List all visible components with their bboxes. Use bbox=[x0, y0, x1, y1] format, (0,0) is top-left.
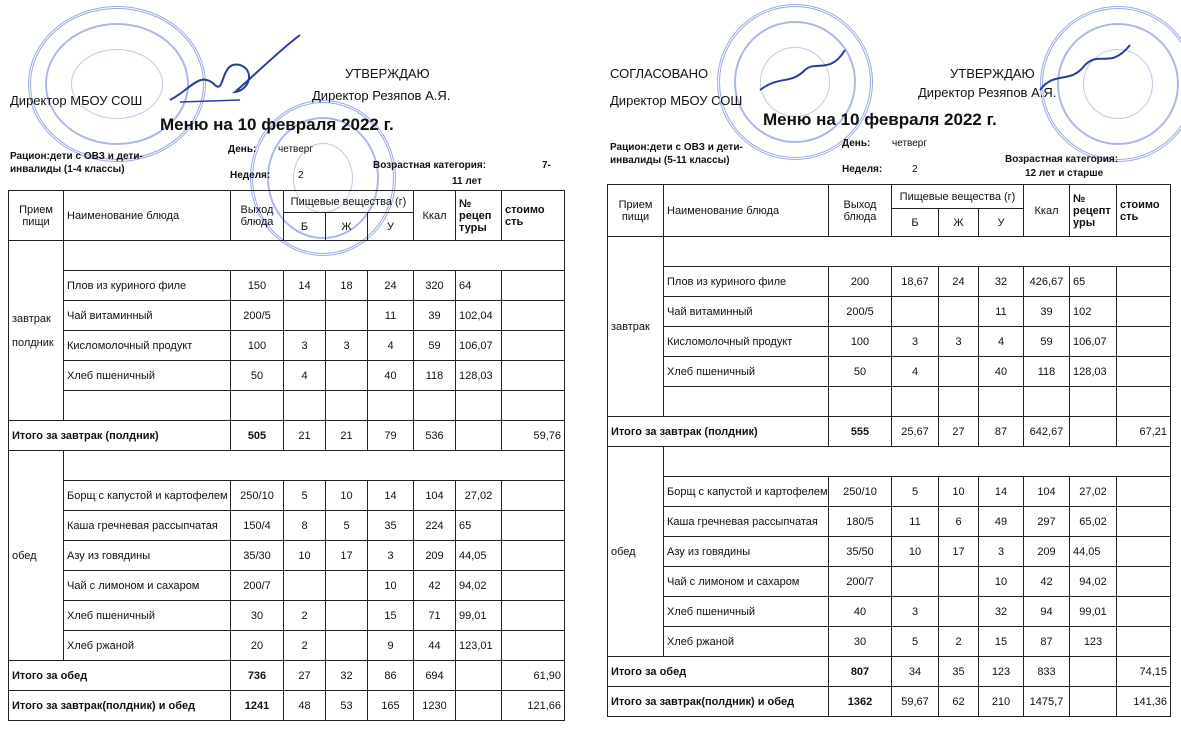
approve-label: УТВЕРЖДАЮ bbox=[345, 66, 430, 81]
header-proteins: Б bbox=[284, 213, 326, 241]
table-row: Чай с лимоном и сахаром 200/7 10 42 94,02 bbox=[9, 571, 565, 601]
header-proteins: Б bbox=[892, 209, 939, 237]
header-fats: Ж bbox=[326, 213, 368, 241]
header-dish: Наименование блюда bbox=[664, 185, 829, 237]
page-title: Меню на 10 февраля 2022 г. bbox=[160, 115, 394, 134]
age-label: Возрастная категория: bbox=[1005, 154, 1119, 165]
table-row: Хлеб пшеничный 30 2 15 71 99,01 bbox=[9, 601, 565, 631]
official-stamp bbox=[717, 4, 873, 160]
table-row: Хлеб ржаной 20 2 9 44 123,01 bbox=[9, 631, 565, 661]
grand-total-row: Итого за завтрак(полдник) и обед 1241 48 53 165 1230 121,66 bbox=[9, 691, 565, 721]
table-row: Азу из говядины 35/30 10 17 3 209 44,05 bbox=[9, 541, 565, 571]
ration-line-1: Рацион:дети с ОВЗ и дети- bbox=[10, 151, 143, 162]
week-value: 2 bbox=[298, 170, 304, 181]
header-recipe: № рецеп туры bbox=[456, 191, 502, 241]
header-cost: стоимо сть bbox=[502, 191, 565, 241]
table-row: Чай с лимоном и сахаром 200/7 10 42 94,02 bbox=[608, 567, 1171, 597]
table-row: Хлеб ржаной 30 5 2 15 87 123 bbox=[608, 627, 1171, 657]
day-label: День: bbox=[228, 144, 257, 155]
table-row: Чай витаминный 200/5 11 39 102,04 bbox=[9, 301, 565, 331]
page-title: Меню на 10 февраля 2022 г. bbox=[763, 110, 997, 129]
age-value-part-a: 7- bbox=[542, 160, 551, 171]
header-cost: стоимо сть bbox=[1117, 185, 1171, 237]
age-value-part-b: 11 лет bbox=[452, 176, 482, 187]
header-fats: Ж bbox=[939, 209, 979, 237]
table-row: Кисломолочный продукт 100 3 3 4 59 106,07 bbox=[608, 327, 1171, 357]
week-value: 2 bbox=[912, 164, 918, 175]
director-school: Директор МБОУ СОШ bbox=[10, 93, 143, 108]
header-recipe: № рецепт уры bbox=[1070, 185, 1117, 237]
agreed-label: СОГЛАСОВАНО bbox=[610, 66, 709, 81]
signature-icon bbox=[160, 30, 310, 110]
director-name: Директор Резяпов А.Я. bbox=[312, 88, 451, 103]
official-stamp bbox=[1040, 6, 1181, 162]
breakfast-total-row: Итого за завтрак (полдник) 555 25,67 27 87 642,67 67,21 bbox=[608, 417, 1171, 447]
header-output: Выход блюда bbox=[231, 191, 284, 241]
ration-line-2: инвалиды (1-4 классы) bbox=[10, 164, 125, 175]
lunch-total-row: Итого за обед 807 34 35 123 833 74,15 bbox=[608, 657, 1171, 687]
table-row: Хлеб пшеничный 50 4 40 118 128,03 bbox=[608, 357, 1171, 387]
table-row: Азу из говядины 35/50 10 17 3 209 44,05 bbox=[608, 537, 1171, 567]
table-row: Хлеб пшеничный 50 4 40 118 128,03 bbox=[9, 361, 565, 391]
director-name: Директор Резяпов А.Я. bbox=[918, 85, 1057, 100]
header-kcal: Ккал bbox=[1024, 185, 1070, 237]
ration-line-1: Рацион:дети с ОВЗ и дети- bbox=[610, 142, 743, 153]
day-value: четверг bbox=[278, 144, 313, 155]
table-row: Кисломолочный продукт 100 3 3 4 59 106,07 bbox=[9, 331, 565, 361]
table-row: Чай витаминный 200/5 11 39 102 bbox=[608, 297, 1171, 327]
age-label: Возрастная категория: bbox=[373, 160, 487, 171]
week-label: Неделя: bbox=[230, 170, 271, 181]
lunch-total-row: Итого за обед 736 27 32 86 694 61,90 bbox=[9, 661, 565, 691]
meal-lunch: обед bbox=[608, 447, 664, 657]
meal-breakfast: завтрак полдник bbox=[9, 241, 64, 421]
meal-lunch: обед bbox=[9, 451, 64, 661]
header-meal: Прием пищи bbox=[9, 191, 64, 241]
approve-label: УТВЕРЖДАЮ bbox=[950, 66, 1035, 81]
header-nutrients: Пищевые вещества (г) bbox=[284, 191, 414, 213]
header-output: Выход блюда bbox=[829, 185, 892, 237]
day-value: четверг bbox=[892, 138, 927, 149]
header-carbs: У bbox=[979, 209, 1024, 237]
table-row: Плов из куриного филе 150 14 18 24 320 64 bbox=[9, 271, 565, 301]
signature-icon bbox=[750, 30, 870, 100]
menu-table bbox=[8, 190, 565, 721]
meal-breakfast: завтрак bbox=[608, 237, 664, 417]
table-row: Хлеб пшеничный 40 3 32 94 99,01 bbox=[608, 597, 1171, 627]
official-stamp bbox=[28, 6, 206, 162]
grand-total-row: Итого за завтрак(полдник) и обед 1362 59,67 62 210 1475,7 141,36 bbox=[608, 687, 1171, 717]
ration-line-2: инвалиды (5-11 классы) bbox=[610, 155, 730, 166]
menu-table bbox=[607, 184, 1171, 717]
day-label: День: bbox=[842, 138, 871, 149]
table-row: Борщ с капустой и картофелем 250/10 5 10 14 104 27,02 bbox=[608, 477, 1171, 507]
week-label: Неделя: bbox=[842, 164, 883, 175]
age-value-part-b: 12 лет и старше bbox=[1025, 168, 1104, 179]
header-nutrients: Пищевые вещества (г) bbox=[892, 185, 1024, 209]
breakfast-total-row: Итого за завтрак (полдник) 505 21 21 79 536 59,76 bbox=[9, 421, 565, 451]
header-carbs: У bbox=[368, 213, 414, 241]
table-row: Борщ с капустой и картофелем 250/10 5 10 14 104 27,02 bbox=[9, 481, 565, 511]
table-row: Каша гречневая рассыпчатая 180/5 11 6 49 297 65,02 bbox=[608, 507, 1171, 537]
header-dish: Наименование блюда bbox=[64, 191, 231, 241]
table-row: Плов из куриного филе 200 18,67 24 32 426,67 65 bbox=[608, 267, 1171, 297]
header-kcal: Ккал bbox=[414, 191, 456, 241]
header-meal: Прием пищи bbox=[608, 185, 664, 237]
director-school: Директор МБОУ СОШ bbox=[610, 93, 743, 108]
table-row: Каша гречневая рассыпчатая 150/4 8 5 35 224 65 bbox=[9, 511, 565, 541]
